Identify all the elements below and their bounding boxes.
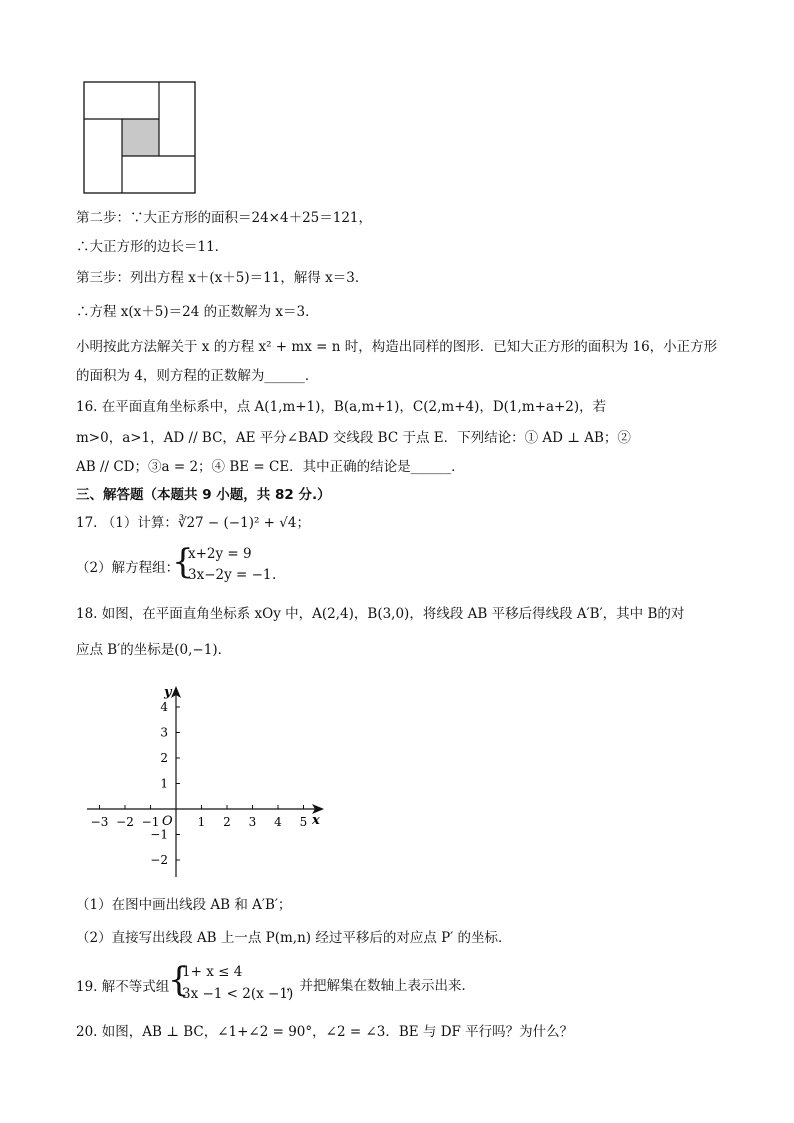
y-tick-label: −1 — [150, 827, 168, 842]
side-line: ∴大正方形的边长＝11． — [76, 239, 229, 255]
q19-label: 19. 解不等式组 — [76, 979, 170, 995]
q17-end: . — [272, 567, 277, 583]
q20-line: 20. 如图，AB ⊥ BC，∠1+∠2 = 90°，∠2 = ∠3．BE 与 DF 平行吗？为什么？ — [76, 1024, 574, 1040]
step2-line: 第二步：∵大正方形的面积＝24×4＋25＝121， — [76, 210, 373, 226]
q16-line-3: AB // CD；③a = 2；④ BE = CE．其中正确的结论是______． — [76, 459, 465, 475]
step3-line: 第三步：列出方程 x＋(x＋5)＝11，解得 x＝3． — [76, 270, 369, 286]
conclusion-line: ∴方程 x(x＋5)＝24 的正数解为 x＝3． — [76, 304, 319, 320]
x-tick-label: 4 — [274, 815, 282, 829]
y-tick-label: 3 — [160, 725, 168, 740]
x-axis-label: x — [312, 813, 320, 828]
square-figure — [82, 80, 198, 196]
x-tick-label: 1 — [197, 815, 206, 829]
q17-eq2: 3x−2y = −1 — [188, 567, 272, 583]
origin-label: O — [162, 814, 173, 829]
x-tick-label: 5 — [299, 815, 308, 829]
q18-part1: （1）在图中画出线段 AB 和 A′B′； — [76, 897, 292, 913]
q19-end: ，并把解集在数轴上表示出来． — [286, 978, 475, 994]
q18-line-1: 18. 如图，在平面直角坐标系 xOy 中，A(2,4)，B(3,0)，将线段 AB 平移后得线段 A′B′，其中 B的对 — [76, 606, 685, 622]
q17-part1: 17. （1）计算：∛27 − (−1)² + √4； — [76, 515, 310, 531]
x-tick-label: −3 — [90, 815, 109, 829]
q19-eq1: 1+ x ≤ 4 — [182, 964, 243, 980]
section-3-heading: 三、解答题（本题共 9 小题，共 82 分.） — [76, 487, 331, 503]
y-tick-label: 2 — [160, 751, 168, 765]
brace-icon: { — [168, 960, 190, 1000]
brace-icon: { — [172, 542, 194, 582]
q19-eq2: 3x −1 < 2(x −1) — [182, 986, 294, 1002]
y-tick-label: −2 — [150, 853, 168, 867]
q18-line-2: 应点 B′的坐标是(0,−1)． — [76, 642, 232, 658]
x-tick-label: 2 — [223, 815, 231, 829]
x-tick-label: −1 — [141, 815, 160, 829]
inner-small-square — [122, 119, 159, 156]
x-tick-label: 3 — [248, 815, 257, 829]
y-tick-label: 4 — [160, 700, 168, 714]
q17-part2-label: （2）解方程组： — [76, 560, 180, 576]
y-tick-label: 1 — [160, 776, 168, 791]
xiaoming-line-2: 的面积为 4，则方程的正数解为______． — [76, 368, 319, 384]
y-axis-label: y — [164, 685, 172, 700]
q17-eq1: x+2y = 9 — [188, 546, 252, 562]
xiaoming-line-1: 小明按此方法解关于 x 的方程 x² + mx = n 时，构造出同样的图形．已知大正方形的面积为 16，小正方形 — [76, 339, 718, 355]
q18-part2: （2）直接写出线段 AB 上一点 P(m,n) 经过平移后的对应点 P′ 的坐标． — [76, 930, 512, 946]
x-tick-label: −2 — [116, 815, 134, 829]
q16-line-1: 16. 在平面直角坐标系中，点 A(1,m+1)，B(a,m+1)，C(2,m+4)，D(1,m+a+2)，若 — [76, 399, 607, 415]
q16-line-2: m>0，a>1，AD // BC，AE 平分∠BAD 交线段 BC 于点 E．下列结论：① AD ⊥ AB；② — [76, 430, 631, 446]
coordinate-grid — [82, 682, 332, 882]
